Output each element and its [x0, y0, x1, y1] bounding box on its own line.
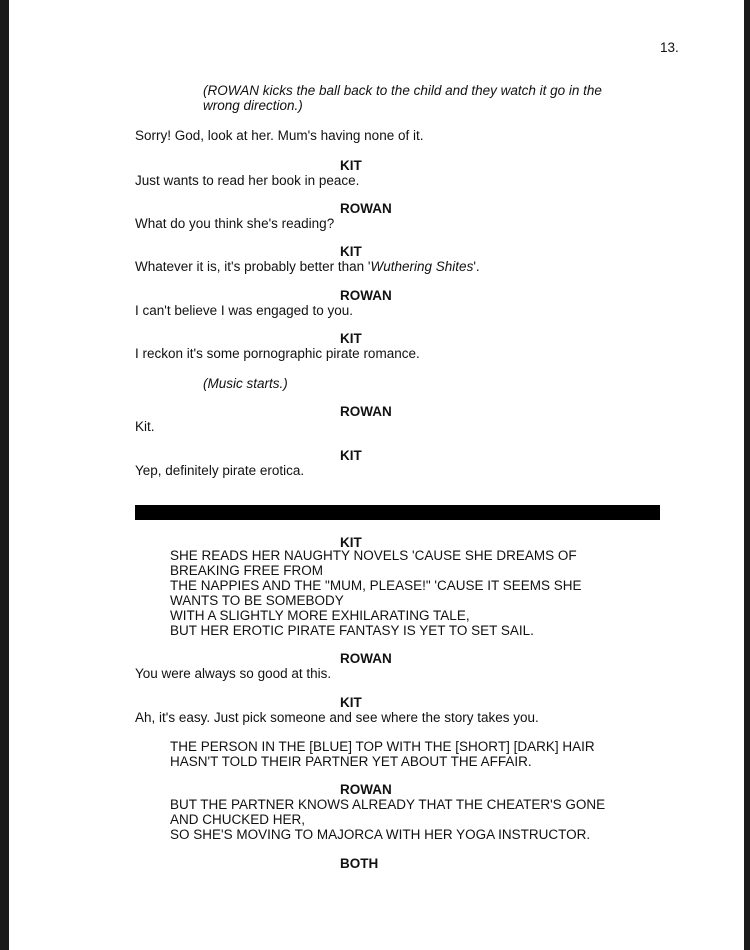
character-name: KIT — [340, 331, 362, 346]
character-name: ROWAN — [340, 651, 392, 666]
book-title: Wuthering Shites — [370, 259, 474, 274]
dialogue-line: Whatever it is, it's probably better than 'Wuthering Shites'. — [135, 259, 480, 274]
character-name: KIT — [340, 244, 362, 259]
lyric-line: AND CHUCKED HER, — [170, 812, 306, 827]
character-name: ROWAN — [340, 404, 392, 419]
dialogue-line: Just wants to read her book in peace. — [135, 173, 360, 188]
lyric-line: SO SHE'S MOVING TO MAJORCA WITH HER YOGA INSTRUCTOR. — [170, 827, 591, 842]
dialogue-line: Ah, it's easy. Just pick someone and see where the story takes you. — [135, 710, 539, 725]
dialogue-line: Sorry! God, look at her. Mum's having none of it. — [135, 128, 424, 143]
character-name: ROWAN — [340, 201, 392, 216]
character-name: ROWAN — [340, 288, 392, 303]
character-name: ROWAN — [340, 782, 392, 797]
song-title-bar — [135, 505, 660, 520]
character-name: BOTH — [340, 856, 379, 871]
lyric-line: BUT THE PARTNER KNOWS ALREADY THAT THE CHEATER'S GONE — [170, 797, 606, 812]
dialogue-line: I can't believe I was engaged to you. — [135, 303, 353, 318]
page-number: 13. — [660, 40, 679, 55]
lyric-line: HASN'T TOLD THEIR PARTNER YET ABOUT THE AFFAIR. — [170, 754, 532, 769]
song-title — [135, 506, 137, 521]
parenthetical: (Music starts.) — [203, 376, 288, 391]
dialogue-line: Kit. — [135, 419, 155, 434]
character-name: KIT — [340, 158, 362, 173]
lyric-line: WITH A SLIGHTLY MORE EXHILARATING TALE, — [170, 608, 470, 623]
dialogue-line: What do you think she's reading? — [135, 216, 335, 231]
viewer-border-right — [744, 0, 750, 950]
viewer-border-left — [0, 0, 9, 950]
parenthetical: (ROWAN kicks the ball back to the child and they watch it go in the — [203, 83, 602, 98]
character-name: KIT — [340, 448, 362, 463]
lyric-line: WANTS TO BE SOMEBODY — [170, 593, 344, 608]
lyric-line: THE NAPPIES AND THE "MUM, PLEASE!" 'CAUSE IT SEEMS SHE — [170, 578, 582, 593]
dialogue-line: I reckon it's some pornographic pirate romance. — [135, 346, 420, 361]
dialogue-line: You were always so good at this. — [135, 666, 332, 681]
dialogue-line: Yep, definitely pirate erotica. — [135, 463, 305, 478]
lyric-line: BREAKING FREE FROM — [170, 563, 324, 578]
parenthetical: wrong direction.) — [203, 98, 303, 113]
character-name: KIT — [340, 535, 362, 550]
character-name: KIT — [340, 695, 362, 710]
lyric-line: SHE READS HER NAUGHTY NOVELS 'CAUSE SHE DREAMS OF — [170, 548, 577, 563]
lyric-line: THE PERSON IN THE [BLUE] TOP WITH THE [SHORT] [DARK] HAIR — [170, 739, 595, 754]
lyric-line: BUT HER EROTIC PIRATE FANTASY IS YET TO SET SAIL. — [170, 623, 534, 638]
